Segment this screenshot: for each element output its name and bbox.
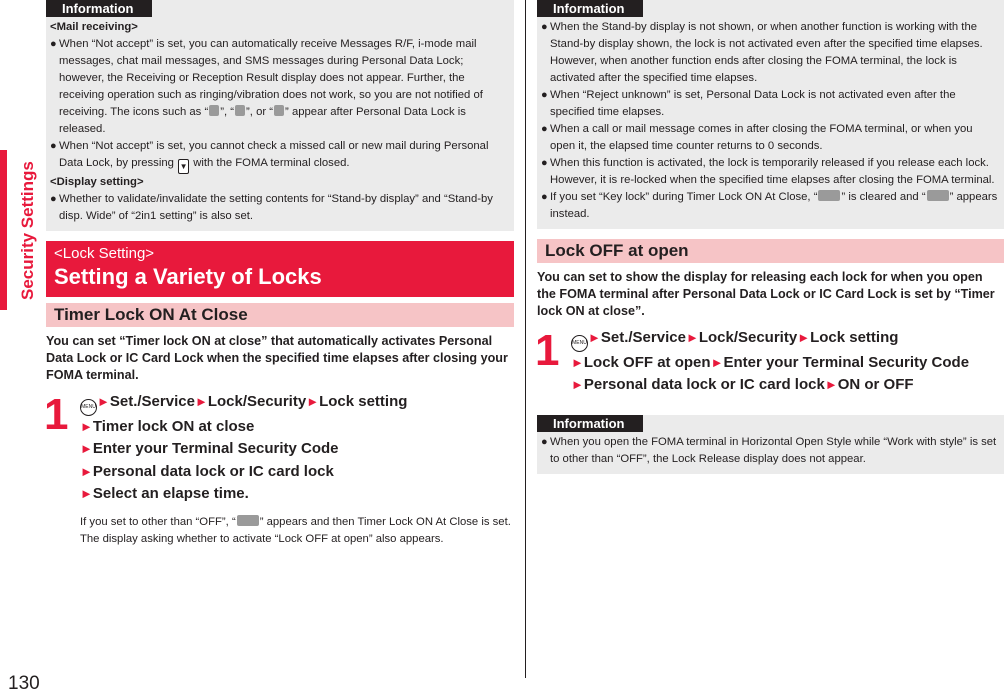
step-line: MENU►Set./Service►Lock/Security►Lock setting	[80, 391, 514, 416]
timer-lock-icon	[818, 190, 840, 201]
info-item: ● If you set “Key lock” during Timer Lock ON At Close, “ ” is cleared and “ ” appears instead.	[541, 191, 998, 220]
info-item: ● Whether to validate/invalidate the setting contents for “Stand-by display” and “Stand-by disp. Wide” of “2in1 setting” is also set.	[50, 193, 493, 222]
step-note: If you set to other than “OFF”, “ ” appears and then Timer Lock ON At Close is set. The display asking whether to activate “Lock OFF at open” also appears.	[80, 515, 511, 545]
left-column	[46, 0, 514, 548]
info-item: ● When this function is activated, the lock is temporarily released if you release each lock. However, it is re-locked when the specified time elapses after closing the FOMA terminal.	[541, 157, 995, 186]
step-1	[46, 391, 514, 548]
bullet: ●	[50, 193, 57, 205]
key-lock-icon	[927, 190, 949, 201]
menu-key-icon: MENU	[80, 399, 97, 416]
step-line: ►Select an elapse time.	[80, 485, 249, 503]
display-setting-heading: <Display setting>	[50, 176, 144, 188]
timer-lock-icon	[237, 515, 259, 526]
info-box-mail	[46, 0, 514, 231]
mail-icon	[209, 105, 219, 116]
down-key-icon: ▼	[178, 159, 189, 174]
step-1	[537, 327, 1004, 397]
step-line: ►Timer lock ON at close	[80, 418, 255, 435]
info-item: ● When you open the FOMA terminal in Horizontal Open Style while “Work with style” is set to other than “OFF”, the Lock Release display does not appear.	[541, 435, 997, 465]
column-divider	[525, 0, 526, 678]
info-box-open	[537, 415, 1004, 474]
bullet: ●	[50, 140, 57, 152]
right-column	[537, 0, 1004, 474]
message-icon	[235, 105, 245, 116]
banner-subtitle: <Lock Setting>	[54, 245, 155, 262]
mail-receiving-heading: <Mail receiving>	[50, 21, 138, 33]
step-line: ►Personal data lock or IC card lock►ON or OFF	[571, 376, 914, 394]
side-tab-label: Security Settings	[18, 161, 37, 300]
side-tab	[0, 0, 38, 310]
step-line: ►Lock OFF at open►Enter your Terminal Security Code	[571, 354, 970, 371]
info-item: ● When “Not accept” is set, you cannot check a missed call or new mail during Personal Data Lock, by pressing ▼ with the FOMA terminal closed.	[50, 138, 508, 174]
section-lead: You can set to show the display for releasing each lock for when you open the FOMA terminal after Personal Data Lock or IC Card Lock is set by “Timer lock ON at close”.	[537, 270, 995, 318]
section-title: Timer Lock ON At Close	[46, 303, 514, 327]
step-number: 1	[44, 390, 69, 439]
step-line: ►Personal data lock or IC card lock	[80, 462, 334, 480]
chapter-banner	[46, 241, 514, 297]
page-number: 130	[8, 673, 40, 694]
info-item: ● When a call or mail message comes in after closing the FOMA terminal, or when you open it, the elapsed time counter returns to 0 seconds.	[541, 123, 973, 152]
info-item: ● When “Reject unknown” is set, Personal Data Lock is not activated even after the specified time elapses.	[541, 89, 956, 118]
info-tag: Information	[46, 0, 152, 17]
info-item: ● When “Not accept” is set, you can automatically receive Messages R/F, i-mode mail messages, chat mail messages, and SMS messages during Personal Data Lock; however, the Receiving or Reception Result display does not appear. Further, the receiving operation such as ringing/vibration does not work, so you are not notified of receiving. The icons such as “ ”, “ ”, or “ ” appear after Personal Data Lock is released.	[50, 38, 483, 135]
info-box-timer	[537, 0, 1004, 229]
info-tag: Information	[537, 0, 643, 17]
step-line: MENU►Set./Service►Lock/Security►Lock setting	[571, 327, 1004, 352]
section-lead: You can set “Timer lock ON at close” that automatically activates Personal Data Lock or IC Card Lock when the specified time elapses after closing your FOMA terminal.	[46, 334, 508, 382]
sms-icon	[274, 105, 284, 116]
menu-key-icon: MENU	[571, 335, 588, 352]
section-title: Lock OFF at open	[537, 239, 1004, 263]
side-tab-bar	[0, 150, 7, 310]
step-number: 1	[535, 326, 560, 375]
bullet: ●	[50, 38, 57, 50]
step-line: ►Enter your Terminal Security Code	[80, 440, 339, 458]
banner-title: Setting a Variety of Locks	[54, 264, 322, 289]
info-item: ● When the Stand-by display is not shown, or when another function is working with the Stand-by display shown, the lock is not activated even after the specified time elapses. However, when another function ends after closing the FOMA terminal, the lock is activated after the specified time elapses.	[541, 21, 983, 84]
info-tag: Information	[537, 415, 643, 432]
